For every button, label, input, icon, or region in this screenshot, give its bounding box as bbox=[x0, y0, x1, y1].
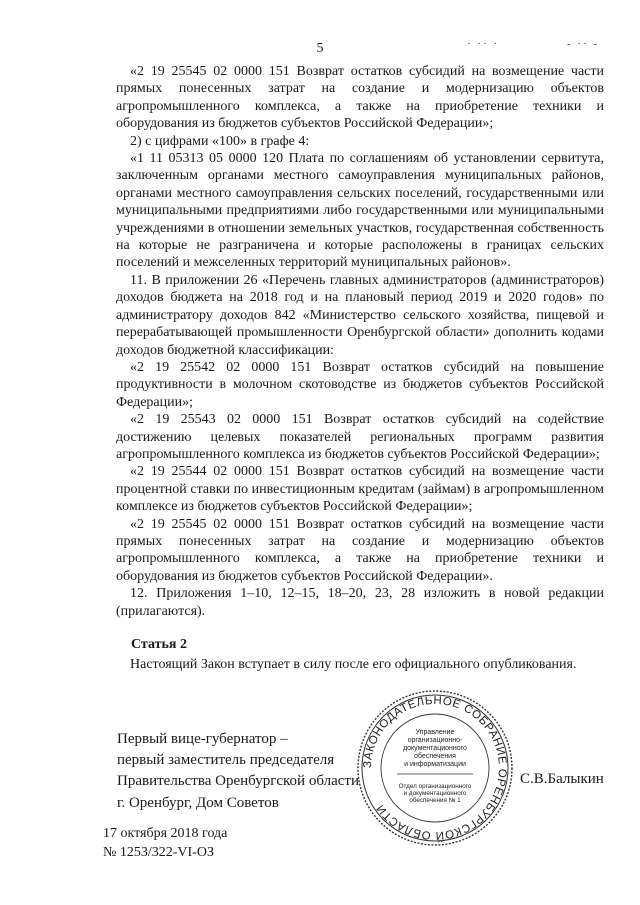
signatory-block bbox=[117, 729, 359, 792]
seal-center-text: обеспечения bbox=[414, 753, 456, 760]
paragraph: «2 19 25542 02 0000 151 Возврат остатков субсидий на повышение продуктивности в молочном скотоводстве из бюджетов субъектов Российской Федерации»; bbox=[116, 359, 604, 410]
seal-center-text: Управление bbox=[415, 729, 455, 736]
paragraph: 12. Приложения 1–10, 12–15, 18–20, 23, 28 изложить в новой редакции (прилагаются). bbox=[116, 586, 604, 619]
paragraph: «2 19 25545 02 0000 151 Возврат остатков субсидий на возмещение части прямых понесенных затрат на создание и модернизацию объектов агропромышленного комплекса, а также на приобретение техники и оборудования из бюджетов субъектов Российской Федерации»; bbox=[116, 64, 604, 132]
scan-mark: - ·· - bbox=[567, 38, 600, 50]
official-seal bbox=[355, 688, 515, 848]
article-heading: Статья 2 bbox=[131, 637, 187, 652]
signatory-title-line: Первый вице-губернатор – bbox=[117, 731, 288, 747]
paragraph: «2 19 25544 02 0000 151 Возврат остатков субсидий на возмещение части процентной ставки по инвестиционным кредитам (займам) в агропромышленном комплексе из бюджетов субъектов Российской Федерации»; bbox=[116, 464, 604, 515]
paragraph: «2 19 25545 02 0000 151 Возврат остатков субсидий на возмещение части прямых понесенных затрат на создание и модернизацию объектов агропромышленного комплекса, а также на приобретение техники и оборудования из бюджетов субъектов Российской Федерации». bbox=[116, 516, 604, 584]
seal-center-text: и документационного bbox=[403, 790, 467, 797]
law-number: № 1253/322-VI-ОЗ bbox=[103, 845, 214, 860]
paragraph: 2) с цифрами «100» в графе 4: bbox=[130, 133, 310, 149]
paragraph: 11. В приложении 26 «Перечень главных администраторов (администраторов) доходов бюджета на 2018 год и на плановый период 2019 и 2020 годов» по администратору доходов 842 «Министерство сельского хозяйства, пищевой и перерабатывающей промышленности Оренбургской области» дополнить кодами доходов бюджетной классификации: bbox=[116, 272, 604, 358]
signatory-title-line: первый заместитель председателя bbox=[117, 752, 335, 768]
paragraph: «2 19 25543 02 0000 151 Возврат остатков субсидий на содействие достижению целевых показателей региональных программ развития агропромышленного комплекса из бюджетов субъектов Российской Федерации»; bbox=[116, 412, 604, 462]
seal-center-text: документационного bbox=[403, 745, 467, 752]
scan-mark: · ·· · bbox=[467, 38, 500, 50]
seal-ring-text: ЗАКОНОДАТЕЛЬНОЕ СОБРАНИЕ ОРЕНБУРГСКОЙ ОБЛАСТИ bbox=[361, 694, 509, 842]
svg-text:ЗАКОНОДАТЕЛЬНОЕ СОБРАНИЕ ОРЕНБ bbox=[362, 695, 508, 842]
page-number: 5 bbox=[316, 41, 324, 56]
law-date: 17 октября 2018 года bbox=[103, 826, 228, 841]
article-text: Настоящий Закон вступает в силу после его официального опубликования. bbox=[130, 657, 577, 672]
seal-center-text: обеспечения № 1 bbox=[409, 797, 461, 804]
seal-center-text: и информатизации bbox=[404, 761, 466, 768]
signer-name: С.В.Балыкин bbox=[520, 771, 604, 787]
seal-center-text: Отдел организационного bbox=[398, 783, 472, 790]
seal-center-text: организационно- bbox=[407, 737, 463, 744]
document-body bbox=[116, 63, 604, 620]
paragraph: «1 11 05313 05 0000 120 Плата по соглашениям об установлении сервитута, заключенным органами местного самоуправления муниципальных районов, органами местного самоуправления сельских поселений, государственными или муниципальными предприятиями либо государственными или муниципальными учреждениями в отношении земельных участков, государственная собственность на которые не разграничена и которые расположены в границах сельских поселений и межселенных территорий муниципальных районов». bbox=[116, 151, 604, 271]
signatory-title-line: Правительства Оренбургской области bbox=[117, 773, 359, 789]
place: г. Оренбург, Дом Советов bbox=[117, 795, 279, 811]
